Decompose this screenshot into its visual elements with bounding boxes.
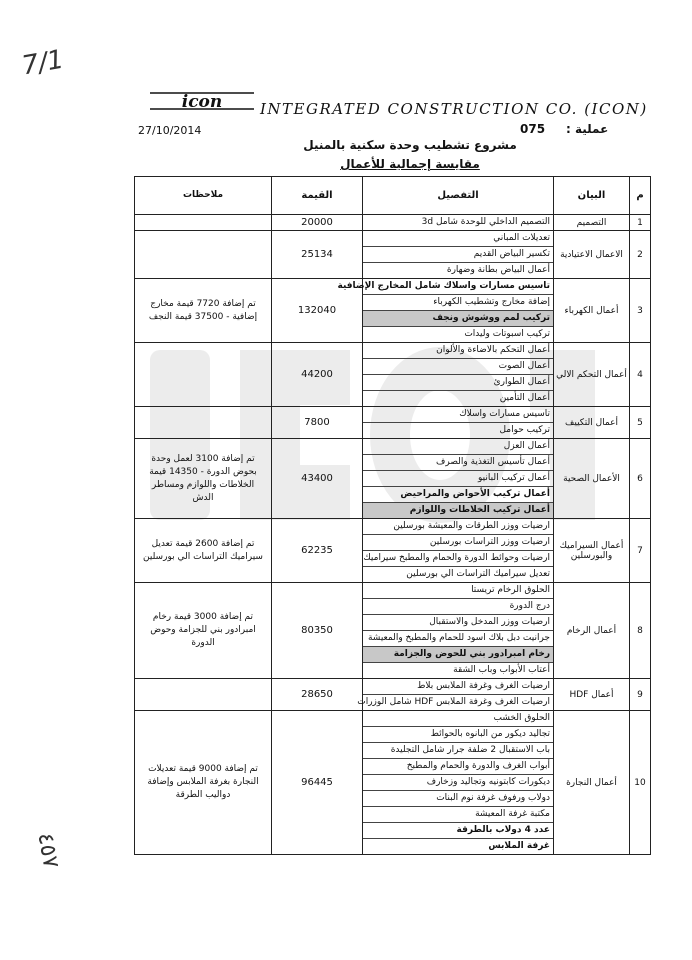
table-row [135, 519, 651, 583]
header-notes: ملاحظات [135, 177, 272, 215]
detail-line: الحلوق الرخام تريستا [363, 583, 553, 599]
row-value: 132040 [272, 279, 363, 343]
row-statement: أعمال النجارة [554, 711, 630, 855]
row-number: 3 [630, 279, 651, 343]
handwritten-margin-note: ٤٥٧ [32, 830, 64, 871]
row-number: 2 [630, 231, 651, 279]
detail-line: أعمال تركيب الخلاطات واللوازم [363, 503, 553, 518]
company-logo [148, 87, 256, 115]
header-statement: البيان [554, 177, 630, 215]
detail-line: تركيب لمم ووشوش ونجف [363, 311, 553, 327]
detail-line: أعمال العزل [363, 439, 553, 455]
row-value: 62235 [272, 519, 363, 583]
row-number: 7 [630, 519, 651, 583]
row-details [363, 711, 554, 855]
header-num: م [630, 177, 651, 215]
detail-line: أبواب الغرف والدورة والحمام والمطبخ [363, 759, 553, 775]
detail-line: عدد 4 دولاب بالطرقة [363, 823, 553, 839]
detail-line: أعمال البياض بطانة وضهارة [446, 265, 550, 275]
row-details [363, 439, 554, 519]
row-statement: أعمال HDF [554, 679, 630, 711]
detail-line: أعتاب الأبواب وباب الشقة [453, 665, 550, 675]
detail-line: مكتبة غرفة المعيشة [363, 807, 553, 823]
detail-line: الحلوق الخشب [363, 711, 553, 727]
logo-text: icon [181, 92, 223, 112]
row-details [363, 343, 554, 407]
table-row [135, 583, 651, 679]
detail-line: جرانيت دبل بلاك اسود للحمام والمطبخ والمعيشة [363, 631, 553, 647]
table-row [135, 711, 651, 855]
row-note: تم إضافة 3100 لعمل وحدة بحوض الدورة - 14350 قيمة الخلاطات واللوازم ومساطر الدش [135, 439, 272, 519]
row-details [337, 279, 554, 343]
row-number: 8 [630, 583, 651, 679]
row-value: 20000 [272, 215, 363, 231]
row-number: 9 [630, 679, 651, 711]
project-title: مشروع تشطيب وحدة سكنية بالمنيل [303, 138, 517, 152]
row-number: 6 [630, 439, 651, 519]
operation-label: عملية : [566, 122, 609, 136]
row-statement: الأعمال الصحية [554, 439, 630, 519]
row-statement: الاعمال الاعتيادية [554, 231, 630, 279]
detail-line: أعمال تأسيس التغذية والصرف [363, 455, 553, 471]
row-details [363, 215, 554, 231]
row-note [135, 215, 272, 231]
row-note: تم إضافة 7720 قيمة مخارج إضافية - 37500 قيمة النجف [135, 279, 272, 343]
works-table [134, 176, 651, 855]
row-note: تم إضافة 9000 قيمة تعديلات النجارة بغرفة الملابس وإضافة دواليب الطرقة [135, 711, 272, 855]
detail-line: باب الاستقبال 2 ضلفة جرار شامل التجليدة [363, 743, 553, 759]
table-row [135, 343, 651, 407]
detail-line: تعديلات المباني [363, 231, 553, 247]
row-statement: أعمال التحكم الالي [554, 343, 630, 407]
detail-line: إضافة مخارج وتشطيب الكهرباء [363, 295, 553, 311]
table-row [135, 231, 651, 279]
detail-line: أعمال التحكم بالاضاءة والألوان [363, 343, 553, 359]
row-note [135, 407, 272, 439]
row-value: 44200 [272, 343, 363, 407]
row-details [357, 679, 554, 711]
header-value: القيمة [272, 177, 363, 215]
row-note [135, 679, 272, 711]
table-row [135, 279, 651, 343]
handwritten-corner-mark: 7/1 [19, 44, 67, 82]
detail-line: غرفة الملابس [488, 841, 550, 851]
row-details [363, 231, 554, 279]
row-details [363, 407, 554, 439]
row-number: 5 [630, 407, 651, 439]
row-value: 7800 [272, 407, 363, 439]
row-number: 1 [630, 215, 651, 231]
detail-line: ارضيات وحوائط الدورة والحمام والمطبخ سيراميك [363, 551, 553, 567]
detail-line: أعمال تركيب الأحواض والمراحيض [363, 487, 553, 503]
detail-line: التصميم الداخلي للوحدة شامل 3d [421, 217, 550, 227]
row-value: 28650 [272, 679, 363, 711]
detail-line: رخام امبرادور بني للحوض والجزامة [363, 647, 553, 663]
row-value: 25134 [272, 231, 363, 279]
detail-line: تركيب حوامل [499, 425, 550, 435]
row-number: 4 [630, 343, 651, 407]
detail-line: تعديل سيراميك التراسات الي بورسلين [406, 569, 550, 579]
detail-line: أعمال الطوارئ [363, 375, 553, 391]
operation-number: 075 [520, 122, 546, 136]
company-name: INTEGRATED CONSTRUCTION CO. (ICON) [260, 100, 648, 118]
table-row [135, 407, 651, 439]
detail-line: أعمال تركيب البانيو [363, 471, 553, 487]
detail-line: أعمال التأمين [499, 393, 550, 403]
row-details [363, 519, 554, 583]
header-detail: التفصيل [363, 177, 554, 215]
detail-line: تاسيس مسارات واسلاك شامل المخارج الإضافية [363, 279, 553, 295]
detail-line: درج الدورة [363, 599, 553, 615]
row-statement: أعمال الكهرباء [554, 279, 630, 343]
row-value: 43400 [272, 439, 363, 519]
detail-line: ارضيات ووزر المدخل والاستقبال [363, 615, 553, 631]
row-note: تم إضافة 3000 قيمة رخام امبرادور بني للجزامة وحوض الدورة [135, 583, 272, 679]
detail-line: ارضيات ووزر الطرقات والمعيشة بورسلين [363, 519, 553, 535]
detail-line: ارضيات الغرف وغرفة الملابس HDF شامل الوزرات [357, 697, 550, 707]
row-statement: أعمال التكييف [554, 407, 630, 439]
detail-line: دولاب ورفوف غرفة نوم البنات [363, 791, 553, 807]
table-row [135, 439, 651, 519]
row-note [135, 343, 272, 407]
row-value: 96445 [272, 711, 363, 855]
detail-line: ارضيات ووزر التراسات بورسلين [363, 535, 553, 551]
row-statement: أعمال الرخام [554, 583, 630, 679]
row-statement: التصميم [554, 215, 630, 231]
document-date: 27/10/2014 [138, 124, 202, 137]
row-details [363, 583, 554, 679]
detail-line: ديكورات كابتونيه وتجاليد وزخارف [363, 775, 553, 791]
detail-line: تجاليد ديكور من البانوه بالحوائط [363, 727, 553, 743]
table-row [135, 679, 651, 711]
row-note: تم إضافة 2600 قيمة تعديل سيراميك التراسات الي بورسلين [135, 519, 272, 583]
table-row [135, 215, 651, 231]
detail-line: أعمال الصوت [363, 359, 553, 375]
row-value: 80350 [272, 583, 363, 679]
detail-line: تاسيس مسارات واسلاك [363, 407, 553, 423]
detail-line: تركيب اسبوتات وليدات [464, 329, 550, 339]
row-number: 10 [630, 711, 651, 855]
project-subtitle: مقايسة إجمالية للأعمال [340, 157, 480, 171]
row-note [135, 231, 272, 279]
row-statement: أعمال السيراميك والبورسلين [554, 519, 630, 583]
detail-line: تكسير البياض القديم [363, 247, 553, 263]
detail-line: ارضيات الغرف وغرفة الملابس بلاط [363, 679, 553, 695]
